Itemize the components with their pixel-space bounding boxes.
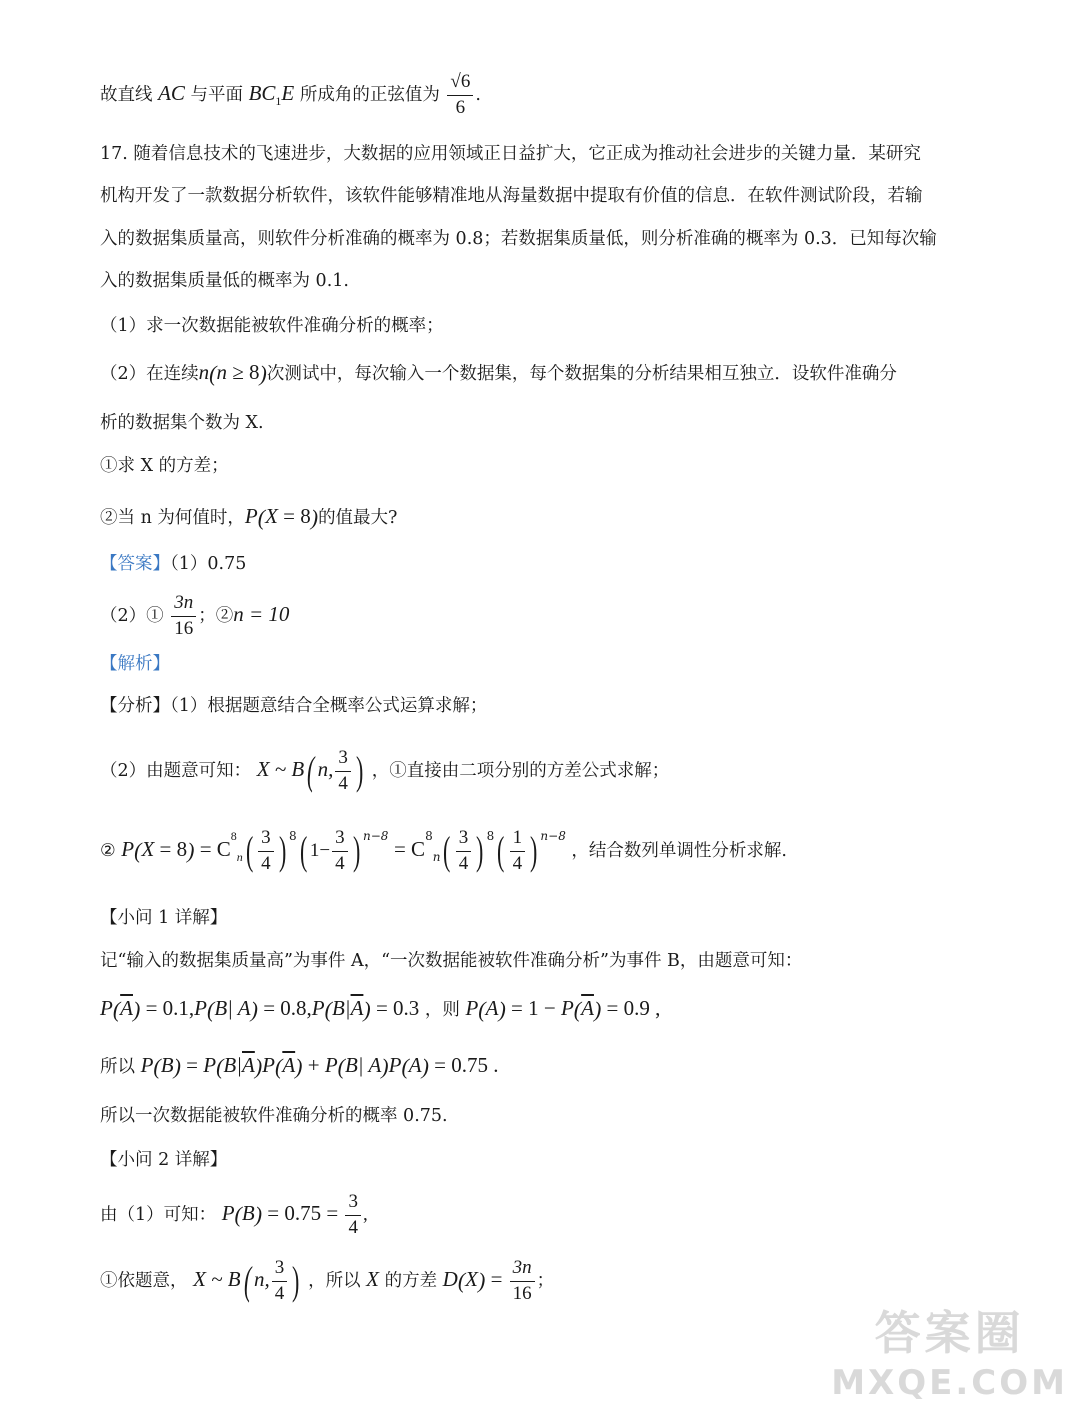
problem-text-line-2: 机构开发了一款数据分析软件，该软件能够精准地从海量数据中提取有价值的信息．在软件测试阶段，若输 bbox=[100, 186, 923, 206]
answer-tag: 【答案】 bbox=[100, 554, 170, 574]
math-ac: AC bbox=[158, 80, 185, 105]
watermark-logo: 答案圈 MXQE.COM bbox=[831, 1306, 1068, 1403]
analysis-line-2: （2）由题意可知： X ~ B( n, $\frac{3}{4}$ ) ，①直接由二项分别的方差公式求解； bbox=[100, 747, 670, 794]
math-binomial-2: X ~ B( n, bbox=[193, 1258, 270, 1304]
question-2-cont: 析的数据集个数为 X. bbox=[100, 413, 264, 433]
text: 与平面 bbox=[190, 84, 243, 105]
analysis-tag: 【解析】 bbox=[100, 654, 170, 674]
detail-1-line-2: $P(\overline{A}) = 0.1,P(B|$ $A) = 0.8,P(B|\overline{A}) = 0.3$ ，则 $P(A) = 1 - P(\overline{A}) = 0.9$ , bbox=[100, 996, 661, 1023]
answer-line-2: （2）① $\frac{3n}{16}$ ；②n = 10 bbox=[100, 592, 290, 639]
detail-1-line-3: 所以 $P(B) = P(B|\overline{A})P(\overline{A}) + P(B|$ A)P(A) = 0.75 . bbox=[100, 1053, 499, 1080]
math-pb: P(B) = 0.75 = bbox=[221, 1200, 344, 1228]
math-variance: D(X) = bbox=[442, 1266, 508, 1294]
text: 故直线 bbox=[100, 84, 153, 105]
text: 所成角的正弦值为 bbox=[299, 84, 440, 105]
question-2: （2）在连续n(n ≥ 8)次测试中，每次输入一个数据集，每个数据集的分析结果相互独立．设软件准确分 bbox=[100, 360, 897, 387]
problem-text-line-3: 入的数据集质量高，则软件分析准确的概率为 0.8；若数据集质量低，则分析准确的概率为 0.3．已知每次输 bbox=[100, 229, 937, 249]
math-p-x-8: P(X = 8) bbox=[244, 504, 319, 531]
detail-1-line-1: 记“输入的数据集质量高”为事件 A，“一次数据能被软件准确分析”为事件 B，由题意可知： bbox=[100, 951, 803, 971]
answer-line-1: 【答案】（1）0.75 bbox=[100, 554, 247, 574]
detail-2-line-2: ①依题意， X ~ B( n, $\frac{3}{4}$ ) ，所以 X 的方差 D(X) = $\frac{3n}{16}$ ； bbox=[100, 1257, 555, 1304]
question-2-i: ①求 X 的方差； bbox=[100, 456, 229, 476]
question-2-ii: ②当 n 为何值时，P(X = 8)的值最大? bbox=[100, 504, 398, 531]
analysis-line-1: 【分析】（1）根据题意结合全概率公式运算求解； bbox=[100, 696, 488, 716]
detail-2-tag: 【小问 2 详解】 bbox=[100, 1150, 228, 1170]
question-1: （1）求一次数据能被软件准确分析的概率； bbox=[100, 316, 444, 336]
math-bc1e: $BC_1E$ bbox=[248, 80, 295, 108]
math-given-probabilities: $P(\overline{A}) = 0.1,P(B|$ $A) = 0.8,P(B|\overline{A}) = 0.3$ bbox=[100, 996, 420, 1023]
detail-1-line-4: 所以一次数据能被软件准确分析的概率 0.75. bbox=[100, 1106, 448, 1126]
detail-1-tag: 【小问 1 详解】 bbox=[100, 908, 228, 928]
math-px8-formula: $P(X = 8) = C^8_n$ bbox=[121, 828, 243, 864]
problem-text-line-1: 17. 随着信息技术的飞速进步，大数据的应用领域正日益扩大，它正成为推动社会进步的关键力量．某研究 bbox=[100, 144, 921, 164]
math-binomial: X ~ B( n, bbox=[256, 748, 334, 794]
math-n-condition: n(n ≥ 8) bbox=[198, 360, 267, 387]
fraction-3n-over-16: $\frac{3n}{16}$ bbox=[171, 593, 196, 640]
detail-2-line-1: 由（1）可知： P(B) = 0.75 = $\frac{3}{4}$ , bbox=[100, 1191, 368, 1238]
problem-text-line-4: 入的数据集质量低的概率为 0.1. bbox=[100, 271, 349, 291]
analysis-line-3: ② $P(X = 8) = C^8_n$( $\frac{3}{4}$ ) $^8$( 1− $\frac{3}{4}$ ) $^{n-8} = C^8_n$( $\frac{3}{4}$ ) $^8$( $\frac{1}{4}$ ) $^{n-8}$ ，结合数列单调性分析求解. bbox=[100, 827, 787, 874]
math-pa: $P(A) = 1 - P(\overline{A}) = 0.9$ , bbox=[465, 996, 661, 1023]
previous-conclusion-line: 故直线 AC 与平面 $BC_1E$ 所成角的正弦值为 $\frac{√6}{6}$ . bbox=[100, 71, 481, 118]
math-total-probability: $P(B) = P(B|\overline{A})P(\overline{A}) + P(B|$ A)P(A) = 0.75 . bbox=[140, 1053, 499, 1080]
fraction-sqrt6-over-6: $\frac{√6}{6}$ bbox=[447, 72, 473, 119]
